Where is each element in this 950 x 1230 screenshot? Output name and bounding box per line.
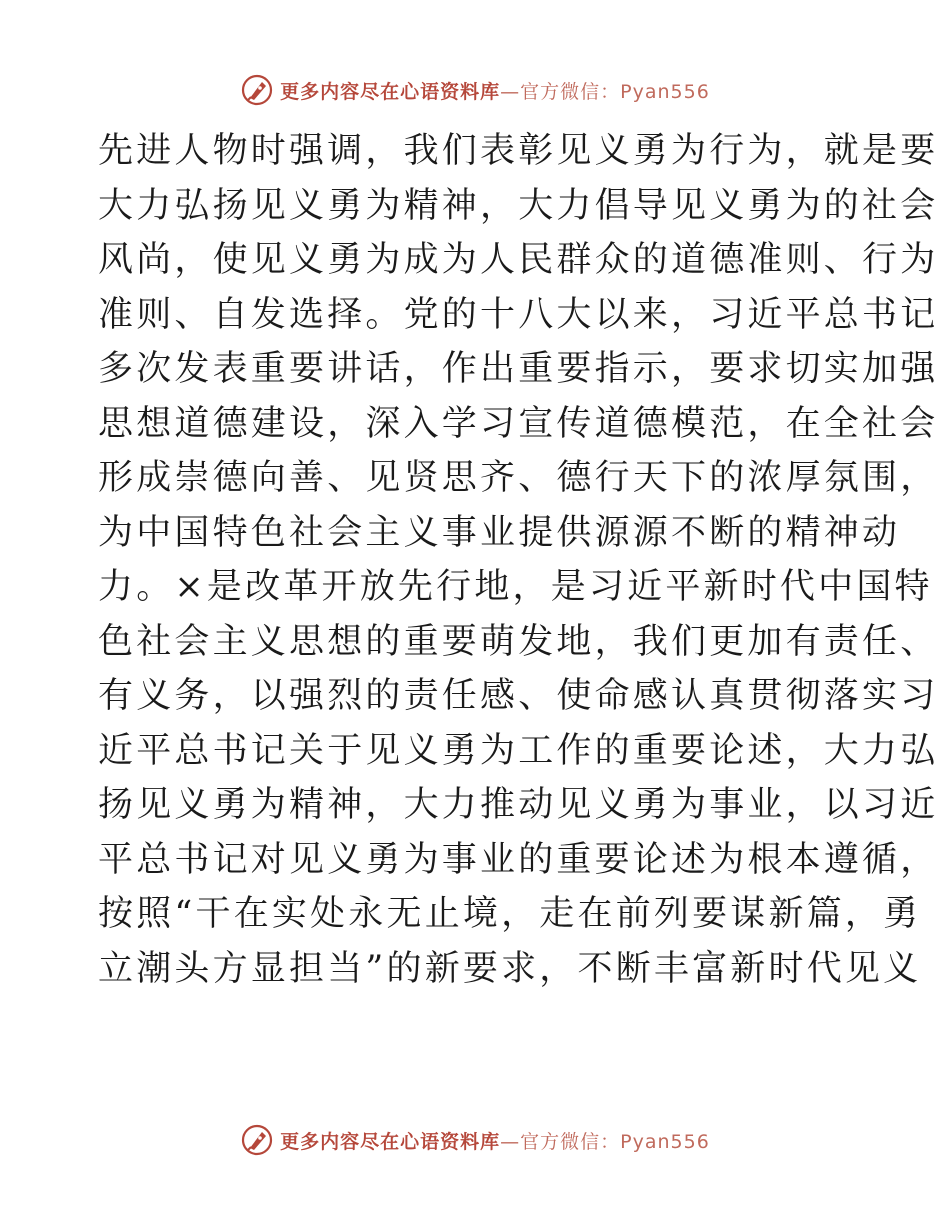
header-contact: 官方微信：Pyan556 bbox=[520, 80, 710, 103]
header-dash: — bbox=[500, 80, 521, 103]
body-line: 准则、自发选择。党的十八大以来，习近平总书记 bbox=[98, 294, 939, 335]
header-main: 更多内容尽在心语资料库 bbox=[280, 80, 501, 103]
body-line: 平总书记对见义勇为事业的重要论述为根本遵循， bbox=[98, 839, 939, 880]
body-line: 先进人物时强调，我们表彰见义勇为行为，就是要 bbox=[98, 131, 939, 171]
body-line: 风尚，使见义勇为成为人民群众的道德准则、行为 bbox=[98, 240, 939, 280]
body-line: 大力弘扬见义勇为精神，大力倡导见义勇为的社会 bbox=[98, 185, 939, 226]
header-text bbox=[280, 77, 710, 104]
footer-banner bbox=[0, 1120, 950, 1160]
body-line: 近平总书记关于见义勇为工作的重要论述，大力弘 bbox=[98, 730, 939, 771]
document-body bbox=[98, 124, 939, 996]
body-line: 扬见义勇为精神，大力推动见义勇为事业，以习近 bbox=[98, 785, 939, 825]
pen-nib-logo-icon bbox=[240, 73, 274, 107]
footer-dash: — bbox=[500, 1130, 521, 1153]
body-line: 为中国特色社会主义事业提供源源不断的精神动 bbox=[98, 512, 901, 553]
body-line: 力。×是改革开放先行地，是习近平新时代中国特 bbox=[98, 567, 933, 607]
body-line: 多次发表重要讲话，作出重要指示，要求切实加强 bbox=[98, 349, 939, 389]
header-banner bbox=[0, 70, 950, 110]
body-line: 思想道德建设，深入学习宣传道德模范，在全社会 bbox=[98, 403, 939, 444]
pen-nib-logo-icon bbox=[240, 1123, 274, 1157]
body-line: 形成崇德向善、见贤思齐、德行天下的浓厚氛围， bbox=[98, 458, 939, 498]
body-line: 色社会主义思想的重要萌发地，我们更加有责任、 bbox=[98, 621, 939, 662]
body-line: 按照“干在实处永无止境，走在前列要谋新篇，勇 bbox=[98, 894, 922, 934]
footer-main: 更多内容尽在心语资料库 bbox=[280, 1130, 501, 1153]
body-line: 立潮头方显担当”的新要求，不断丰富新时代见义 bbox=[98, 948, 922, 989]
footer-contact: 官方微信：Pyan556 bbox=[520, 1130, 710, 1153]
footer-text bbox=[280, 1127, 710, 1154]
body-line: 有义务，以强烈的责任感、使命感认真贯彻落实习 bbox=[98, 676, 939, 716]
